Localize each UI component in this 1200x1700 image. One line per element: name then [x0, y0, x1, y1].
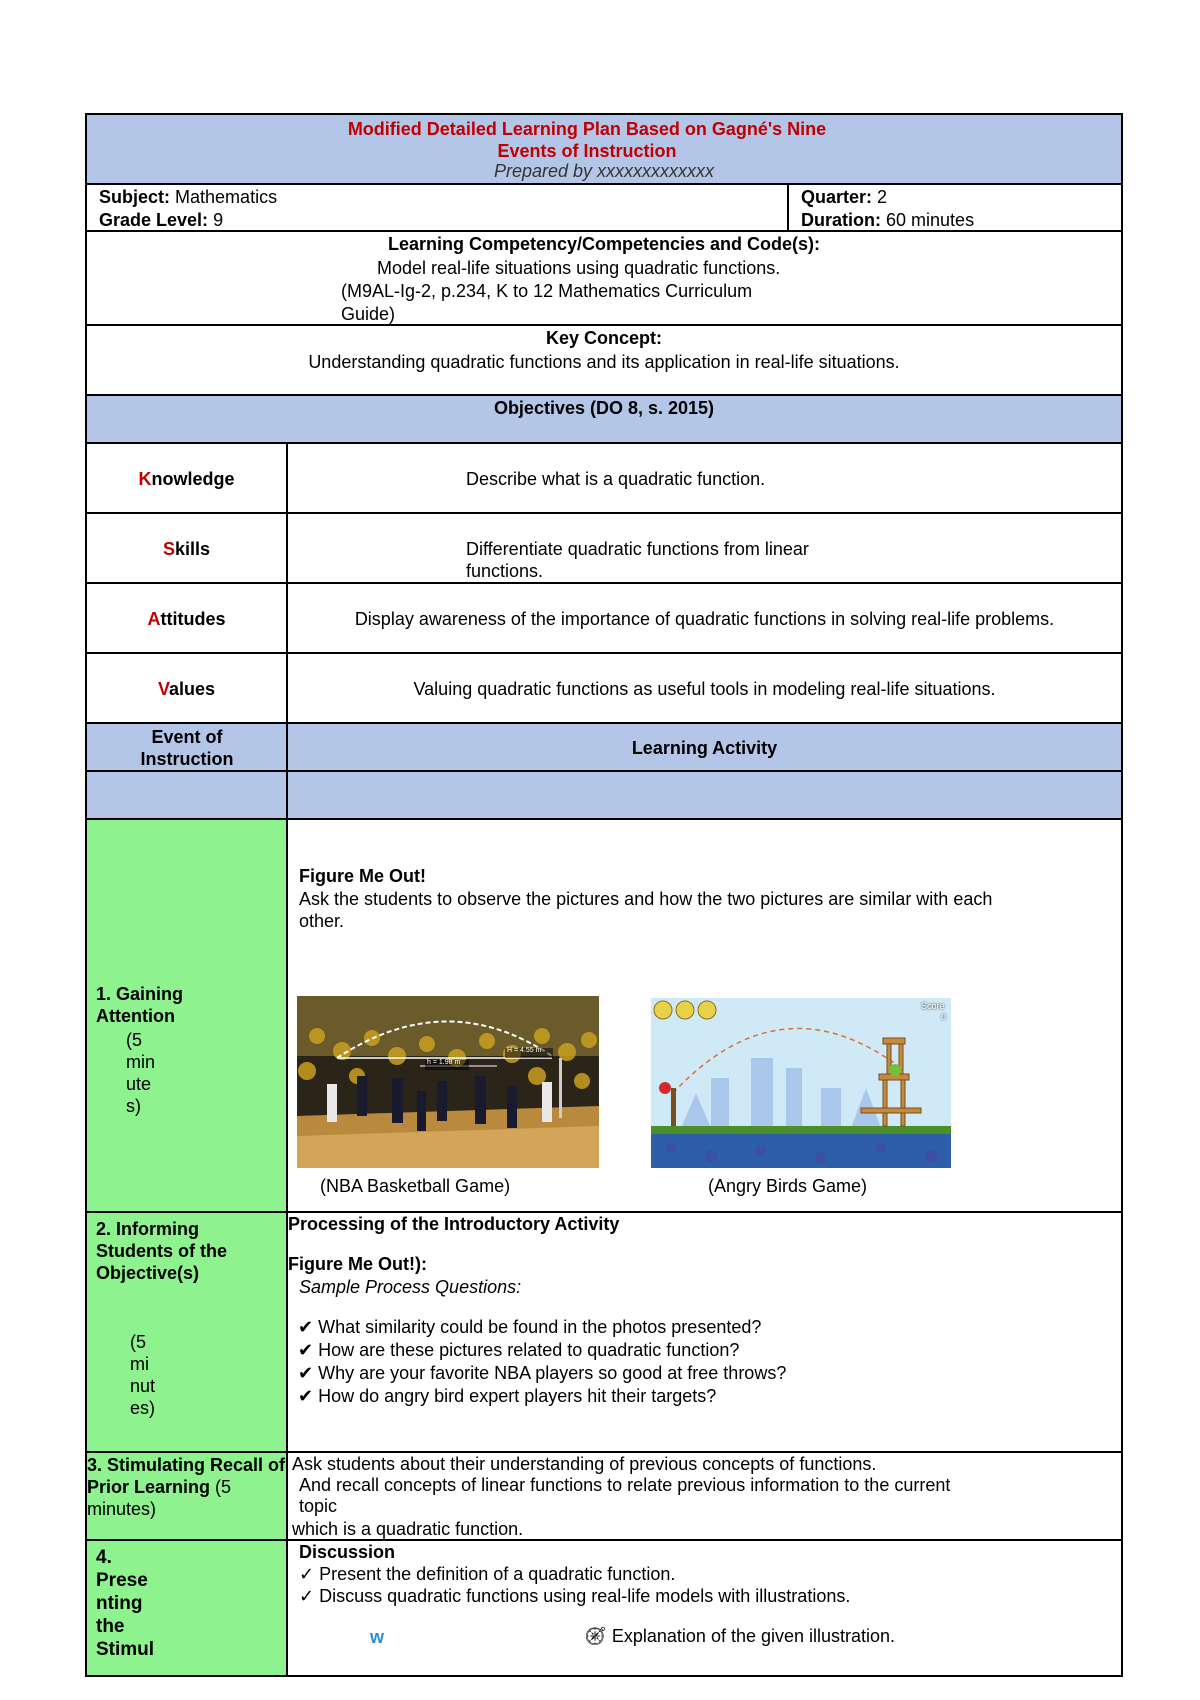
- item-text: Discuss quadratic functions using real-life models with illustrations.: [319, 1586, 851, 1606]
- objectives-heading: Objectives (DO 8, s. 2015): [493, 398, 715, 418]
- objective-text-cell: [286, 652, 1123, 724]
- event-1-title: Figure Me Out!: [299, 866, 426, 886]
- angry-birds-score-label: Score: [921, 1001, 945, 1011]
- list-item: [299, 1563, 850, 1585]
- spacer-row-left: [85, 770, 288, 820]
- list-item: [298, 1385, 786, 1408]
- event-2-question-list: [298, 1316, 786, 1408]
- grade-line: [99, 209, 223, 231]
- question-text: What similarity could be found in the photos presented?: [318, 1317, 762, 1337]
- check-icon: ✔: [298, 1317, 314, 1337]
- objective-initial: V: [157, 679, 169, 699]
- competency-cell: [85, 230, 1123, 326]
- question-text: How do angry bird expert players hit their targets?: [318, 1386, 717, 1406]
- event-4-heading: Discussion: [299, 1542, 396, 1562]
- key-concept-cell: [85, 324, 1123, 396]
- basketball-scene-illustration: [297, 996, 599, 1168]
- subject-line: [99, 186, 277, 208]
- list-item: [299, 1585, 850, 1607]
- duration-label: Duration:: [801, 210, 881, 230]
- item-text: Present the definition of a quadratic function.: [319, 1564, 676, 1584]
- objective-text-cell: [286, 582, 1123, 654]
- basketball-overlay-h: h = 1.98 m: [427, 1059, 461, 1066]
- plan-title: Modified Detailed Learning Plan Based on Gagné's Nine Events of Instruction: [347, 119, 827, 161]
- event-column-label: Event of Instruction: [140, 727, 234, 769]
- event-3-label: 3. Stimulating Recall of Prior Learning: [87, 1455, 286, 1497]
- event-1-label: 1. Gaining Attention: [96, 984, 184, 1026]
- event-3-label-cell: [85, 1451, 288, 1541]
- event-4-activity-cell: [286, 1539, 1123, 1677]
- event-3-label-block: [87, 1454, 287, 1520]
- objective-skills-label: [87, 538, 286, 560]
- subject-label: Subject:: [99, 187, 171, 207]
- caption-angry-birds: (Angry Birds Game): [708, 1176, 868, 1196]
- event-2-label: 2. Informing Students of the Objective(s): [96, 1219, 227, 1283]
- objective-initial: S: [162, 539, 175, 559]
- activity-column-header: [286, 722, 1123, 772]
- objective-label-rest: ttitudes: [160, 609, 226, 629]
- objective-skills-text: Differentiate quadratic functions from linear functions.: [466, 539, 809, 581]
- quarter-duration-cell: [787, 183, 1123, 232]
- event-4-list: [299, 1563, 850, 1607]
- competency-heading: Learning Competency/Competencies and Code(s):: [387, 234, 821, 254]
- objective-values-label: [87, 678, 286, 700]
- event-4-explanation: Explanation of the given illustration.: [611, 1626, 896, 1646]
- event-4-w: w: [370, 1627, 385, 1647]
- competency-line1: Model real-life situations using quadratic functions.: [377, 258, 781, 278]
- quarter-value: 2: [877, 187, 888, 207]
- basketball-overlay-H: H = 4.55 m: [507, 1047, 542, 1054]
- objective-label-cell: [85, 582, 288, 654]
- prepared-by: Prepared by xxxxxxxxxxxxx: [493, 161, 715, 181]
- objective-initial: A: [147, 609, 161, 629]
- event-1-activity-cell: [286, 818, 1123, 1213]
- objective-label-cell: [85, 512, 288, 584]
- objective-knowledge-label: [87, 468, 286, 490]
- check-icon: ✓: [299, 1586, 315, 1606]
- event-2-subheading: Figure Me Out!):: [288, 1254, 427, 1274]
- key-concept-text: Understanding quadratic functions and its application in real-life situations.: [308, 352, 900, 372]
- event-2-sample-label: Sample Process Questions:: [299, 1277, 522, 1297]
- objective-attitudes-text: Display awareness of the importance of quadratic functions in solving real-life problems.: [354, 609, 1055, 629]
- check-icon: ✔: [298, 1363, 314, 1383]
- duration-line: [801, 209, 974, 231]
- objective-text-cell: [286, 442, 1123, 514]
- check-icon: ✔: [298, 1386, 314, 1406]
- event-4-label-cell: [85, 1539, 288, 1677]
- caption-nba: (NBA Basketball Game): [320, 1176, 511, 1196]
- angry-birds-score-value: 0: [941, 1012, 947, 1022]
- list-item: [298, 1316, 786, 1339]
- event-1-time: (5 min ute s): [126, 1030, 156, 1116]
- event-column-header: [85, 722, 288, 772]
- activity-column-label: Learning Activity: [631, 738, 778, 758]
- objectives-header: [85, 394, 1123, 444]
- event-3-line3: which is a quadratic function.: [292, 1519, 524, 1539]
- objective-attitudes-label: [87, 608, 286, 630]
- compass-icon: 🧭︎: [584, 1626, 607, 1646]
- objective-text-cell: [286, 512, 1123, 584]
- duration-value: 60 minutes: [886, 210, 975, 230]
- check-icon: ✓: [299, 1564, 315, 1584]
- event-2-activity-cell: [286, 1211, 1123, 1453]
- event-3-line2: And recall concepts of linear functions to relate previous information to the current topic: [299, 1475, 951, 1516]
- event-2-time: (5 mi nut es): [130, 1332, 156, 1418]
- objective-label-cell: [85, 442, 288, 514]
- quarter-label: Quarter:: [801, 187, 873, 207]
- quarter-line: [801, 186, 887, 208]
- objective-label-rest: nowledge: [151, 469, 235, 489]
- objective-label-cell: [85, 652, 288, 724]
- grade-label: Grade Level:: [99, 210, 209, 230]
- event-1-label-cell: [85, 818, 288, 1213]
- objective-values-text: Valuing quadratic functions as useful tools in modeling real-life situations.: [413, 679, 996, 699]
- competency-line2: (M9AL-Ig-2, p.234, K to 12 Mathematics Curriculum: [341, 281, 753, 301]
- event-2-heading: Processing of the Introductory Activity: [288, 1214, 620, 1234]
- objective-label-rest: alues: [168, 679, 216, 699]
- subject-grade-cell: [85, 183, 789, 232]
- list-item: [298, 1362, 786, 1385]
- plan-header: [85, 113, 1123, 185]
- event-2-label-cell: [85, 1211, 288, 1453]
- event-3-line1: Ask students about their understanding of previous concepts of functions.: [292, 1454, 877, 1474]
- objective-knowledge-text: Describe what is a quadratic function.: [466, 469, 766, 489]
- spacer-row-right: [286, 770, 1123, 820]
- angry-birds-scene-illustration: [651, 998, 951, 1168]
- key-concept-heading: Key Concept:: [545, 328, 662, 348]
- check-icon: ✔: [298, 1340, 314, 1360]
- list-item: [298, 1339, 786, 1362]
- subject-value: Mathematics: [175, 187, 278, 207]
- basketball-image: [297, 996, 599, 1168]
- objective-initial: K: [138, 469, 152, 489]
- event-1-description: Ask the students to observe the pictures and how the two pictures are similar with each other.: [299, 889, 993, 931]
- objective-label-rest: kills: [174, 539, 211, 559]
- event-4-label: 4. Prese nting the Stimul: [96, 1547, 155, 1660]
- event-4-explanation-line: [584, 1625, 895, 1647]
- competency-line3: Guide): [341, 304, 396, 324]
- angry-birds-image: [651, 998, 951, 1168]
- question-text: Why are your favorite NBA players so good at free throws?: [318, 1363, 787, 1383]
- event-3-activity-cell: [286, 1451, 1123, 1541]
- question-text: How are these pictures related to quadratic function?: [318, 1340, 740, 1360]
- grade-value: 9: [213, 210, 224, 230]
- event-3-time: (5 minutes): [87, 1477, 232, 1519]
